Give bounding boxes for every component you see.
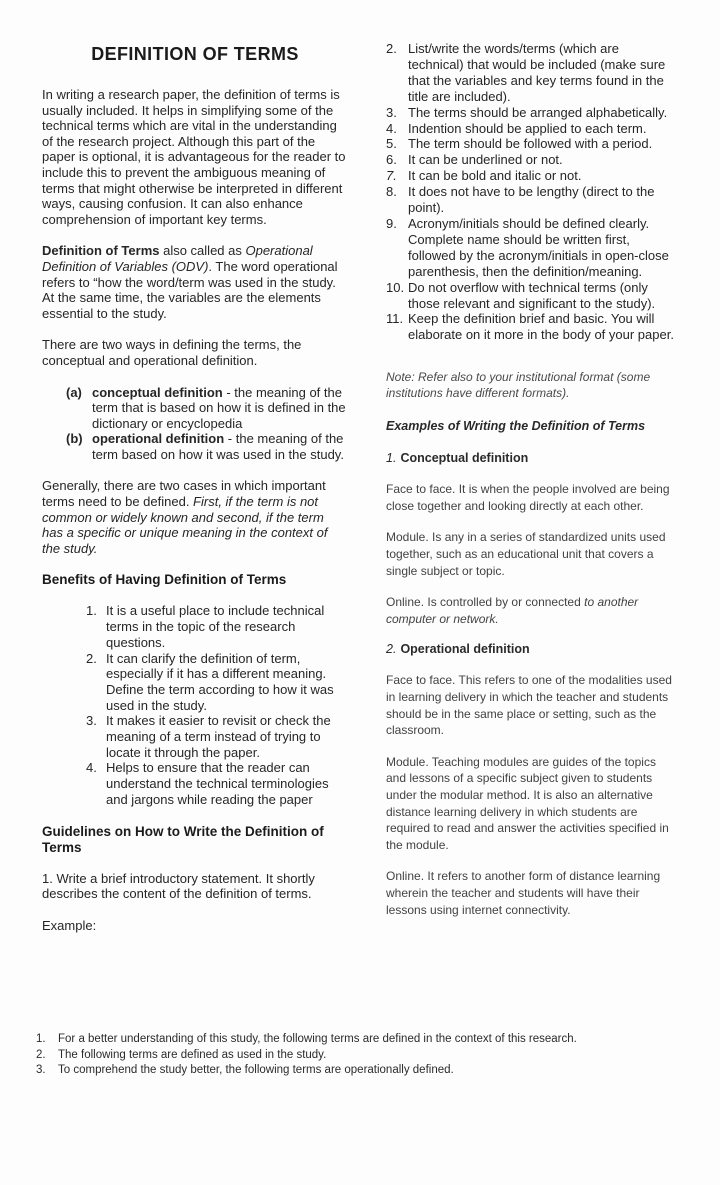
benefits-list-item [86,760,348,807]
right-column [386,40,678,933]
definition-term-bold: Definition of Terms [42,243,160,259]
conceptual-face-to-face-paragraph: Face to face. It is when the people involved are being close together and looking directly at each other. [386,482,670,513]
guideline-item [386,136,678,152]
examples-heading: Examples of Writing the Definition of Terms [386,419,646,434]
guideline-item [386,311,678,343]
item-marker: 2. [386,642,397,657]
item-text: It can be bold and italic or not. [408,168,582,184]
item-text: The terms should be arranged alphabetically. [408,104,668,120]
item-marker: 11. [386,311,404,327]
operational-module-paragraph: Module. Teaching modules are guides of the topics and lessons of a specific subject given to students under the modular method. It is also an alternative distance learning delivery in which students are required to read and answer the activities specified in the module. [386,754,669,852]
item-text: Keep the definition brief and basic. You will elaborate on it more in the body of your paper. [408,311,674,343]
guideline-item [386,216,678,280]
item-marker: 4. [86,760,97,776]
guideline-item [386,41,678,105]
item-text: It is a useful place to include technical terms in the topic of the research questions. [106,603,325,650]
footer-list-item [36,1063,596,1079]
item-marker: 2. [36,1048,46,1061]
item-marker: 2. [86,650,97,666]
item-text: To comprehend the study better, the following terms are operationally defined. [58,1064,454,1076]
benefits-list-item [86,603,348,650]
operational-definition-heading [386,642,678,656]
conceptual-module-paragraph: Module. Is any in a series of standardized units used together, such as an educational unit that covers a single subject or topic. [386,530,666,578]
note-paragraph: Note: Refer also to your institutional format (some institutions have different formats). [386,370,651,401]
item-text [92,385,348,432]
guideline-item [386,280,678,312]
item-text: It can be underlined or not. [408,152,563,168]
operational-definition-text: - the meaning of the term based on how it was used in the study. [92,431,344,462]
item-text [92,431,348,462]
definition-types-list [66,385,348,463]
benefits-list-item [86,651,348,714]
generally-plain-text: Generally, there are two cases in which important terms need to be defined. [42,478,326,510]
item-marker: (a) [66,384,82,400]
item-marker: 9. [386,215,397,231]
item-text: It can clarify the definition of term, especially if it has a different meaning. Define the term according to how it was used in the study. [106,650,334,713]
item-text: List/write the words/terms (which are technical) that would be included (make sure that the variables and key terms found in the title are included). [408,41,666,104]
online-plain-text: Online. Is controlled by or connected [386,595,585,610]
item-text: For a better understanding of this study, the following terms are defined in the context of this research. [58,1033,577,1045]
heading-text: Conceptual definition [400,451,529,466]
example-label: Example: [42,917,97,933]
guideline-item [386,168,678,184]
two-ways-paragraph: There are two ways in defining the terms, the conceptual and operational definition. [42,337,302,368]
item-marker: 7. [386,168,397,184]
item-text: It makes it easier to revisit or check the meaning of a term instead of trying to locate it through the paper. [106,713,331,760]
item-text: Acronym/initials should be defined clearly. Complete name should be written first, followed by the acronym/initials in open-close parenthesis, then the definition/meaning. [408,215,669,279]
item-text: The following terms are defined as used in the study. [58,1048,327,1061]
guidelines-heading: Guidelines on How to Write the Definition of Terms [42,823,324,855]
definition-rest-text: . The word operational refers to “how the word/term was used in the study. At the same time, the variables are the elements essential to the study. [42,258,338,321]
benefits-list [86,603,348,807]
item-marker: 6. [386,152,397,168]
two-column-layout [42,40,678,933]
item-marker: 10. [386,279,405,295]
generally-paragraph [42,478,348,556]
item-marker: 3. [36,1064,46,1076]
guideline-item [386,152,678,168]
item-marker: 1. [36,1033,46,1045]
item-marker: 5. [386,136,397,152]
item-marker: 3. [86,713,97,729]
guideline-item [386,184,678,216]
conceptual-definition-heading [386,451,678,465]
footer-list-item [36,1048,596,1064]
item-text: Indention should be applied to each term. [408,120,647,136]
conceptual-online-paragraph [386,594,678,627]
item-marker: 3. [386,104,397,120]
intro-paragraph: In writing a research paper, the definition of terms is usually included. It helps in simplifying some of the technical terms which are vital in the understanding of the research project. Although this part of the paper is optional, it is advantageous for the reader to include this to prevent the ambiguous meaning of terms that might otherwise be interpreted in different ways, causing confusion. It can also enhance comprehension of important key terms. [42,87,346,227]
guideline-item [386,105,678,121]
item-marker: 8. [386,184,397,200]
list-item-conceptual [66,385,348,432]
item-marker: 1. [86,603,97,619]
heading-text: Operational definition [400,642,530,657]
item-text: Do not overflow with technical terms (only those relevant and significant to the study). [408,279,656,311]
page-title: DEFINITION OF TERMS [91,44,299,64]
generally-italic-text: First, if the term is not common or widely known and second, if the term has a specific or unique meaning in the context of the study. [42,494,328,556]
operational-face-to-face-paragraph: Face to face. This refers to one of the modalities used in learning delivery in which the teacher and students should be in the same place or setting, such as the classroom. [386,673,672,738]
item-marker: (b) [66,431,83,447]
guidelines-list-continued [386,41,678,343]
item-marker: 2. [386,41,397,56]
left-column [42,40,348,933]
operational-definition-term: operational definition [92,431,225,447]
benefits-heading: Benefits of Having Definition of Terms [42,572,287,588]
definition-paragraph [42,243,348,321]
guidelines-intro-paragraph: 1. Write a brief introductory statement. It shortly describes the content of the definition of terms. [42,870,315,902]
guideline-item [386,121,678,137]
footer-example-list [36,1032,596,1079]
online-italic-text: to another computer or network. [386,595,639,626]
odv-italic-text: Operational Definition of Variables (ODV) [42,243,313,274]
item-text: The term should be followed with a period. [408,136,653,152]
item-marker: 4. [386,120,397,136]
list-item-operational [66,431,348,462]
conceptual-definition-term: conceptual definition [92,384,223,400]
item-text: It does not have to be lengthy (direct to the point). [408,184,655,216]
benefits-list-item [86,713,348,760]
item-marker: 1. [386,451,397,466]
conceptual-definition-text: - the meaning of the term that is based on how it is defined in the dictionary or encyclopedia [92,384,346,431]
operational-online-paragraph: Online. It refers to another form of distance learning wherein the teacher and students will have their lessons using internet connectivity. [386,869,661,917]
item-text: Helps to ensure that the reader can understand the technical terminologies and jargons while reading the paper [106,760,329,807]
footer-list-item [36,1032,596,1048]
definition-mid-text: also called as [159,243,246,259]
